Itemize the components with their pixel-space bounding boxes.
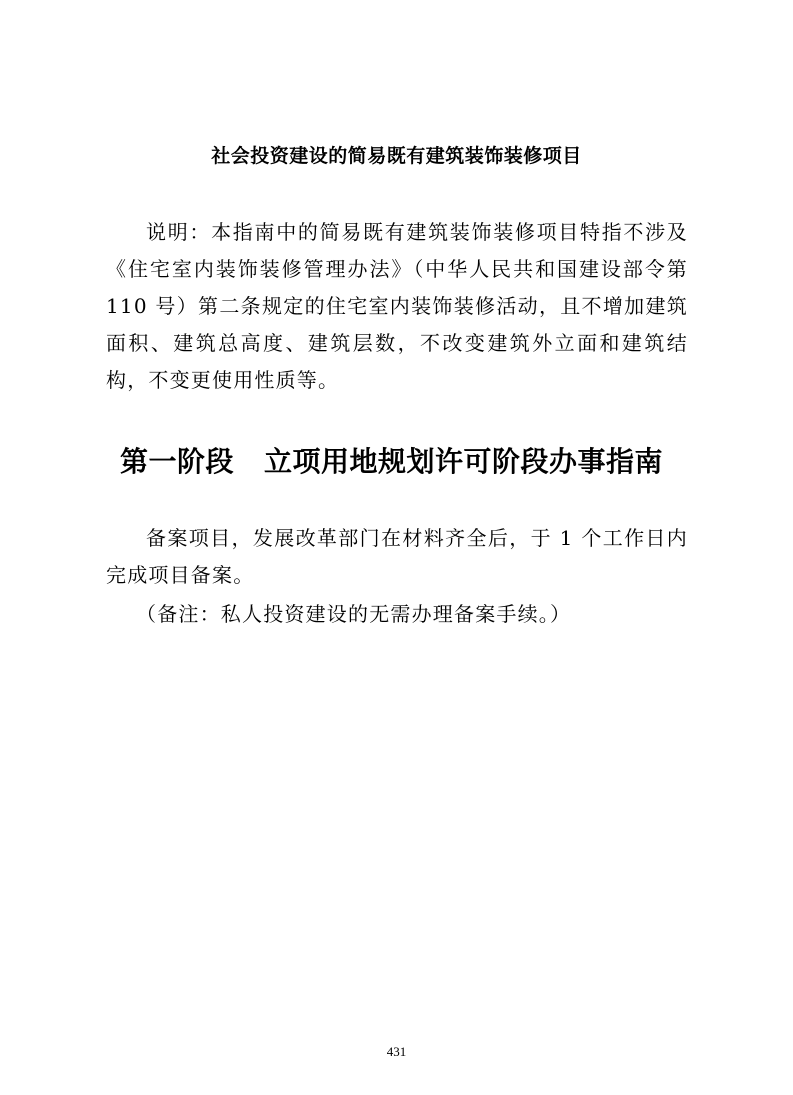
note-paragraph: （备注：私人投资建设的无需办理备案手续。） <box>136 602 572 626</box>
section-number: 第一阶段 <box>120 445 235 478</box>
intro-paragraph: 说明：本指南中的简易既有建筑装饰装修项目特指不涉及《住宅室内装饰装修管理办法》（中华人民共和国建设部令第 110 号）第二条规定的住宅室内装饰装修活动，且不增加建筑面积、建筑总高度、建筑层数，不改变建筑外立面和建筑结构，不变更使用性质等。 <box>106 220 688 392</box>
section-title: 立项用地规划许可阶段办事指南 <box>264 445 664 478</box>
body-paragraph: 备案项目，发展改革部门在材料齐全后，于 1 个工作日内完成项目备案。 <box>106 526 688 587</box>
section-heading <box>120 440 760 484</box>
page-number: 431 <box>386 1044 407 1059</box>
document-title: 社会投资建设的简易既有建筑装饰装修项目 <box>211 145 582 167</box>
